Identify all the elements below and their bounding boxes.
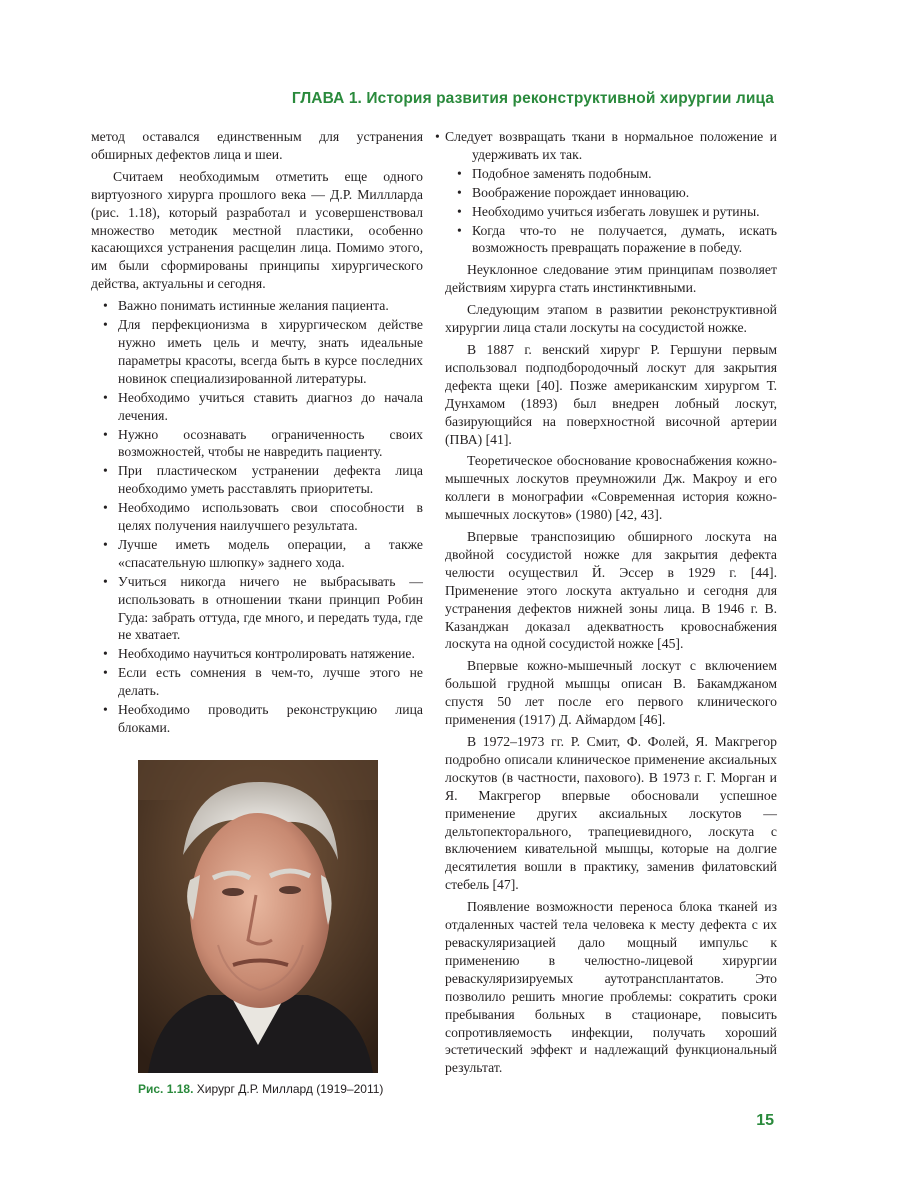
right-paragraph: Теоретическое обоснование кровоснабжения кожно-мышечных лоскутов преумножили Дж. Макроу и его коллеги в монографии «Современная история кожно-мышечных лоскутов» (1980) [42, 43]. [445,453,777,523]
bullet-icon: • [103,389,108,405]
bullet-icon: • [103,665,108,681]
list-item-text: Когда что-то не получается, думать, искать возможность превращать поражение в победу. [472,222,777,256]
list-item-text: Учиться никогда ничего не выбрасывать — использовать в отношении ткани принцип Робин Гуда: забрать оттуда, где много, и передать туда, где не хватает. [118,573,423,643]
bullet-icon: • [457,184,462,200]
bullet-icon: • [457,165,462,181]
bullet-icon: • [103,573,108,589]
list-item [91,462,423,498]
list-item [445,222,777,258]
list-item [91,297,423,315]
right-paragraph: Появление возможности переноса блока тканей из отдаленных частей тела человека к месту дефекта с их реваскуляризацией дало мощный импульс к применению в челюстно-лицевой хирургии реваскуляризируемых аутотрансплантатов. Это позволило решить многие проблемы: сократить сроки пребывания больных в стационаре, повысить сопротивляемость инфекции, получать хороший эстетический эффект и надлежащий функциональный результат. [445,899,777,1076]
bullet-icon: • [103,317,108,333]
page-number: 15 [756,1112,774,1129]
list-item [91,664,423,700]
list-item [91,701,423,737]
left-paragraph-2: Считаем необходимым отметить еще одного виртуозного хирурга прошлого века — Д.Р. Миллларда (рис. 1.18), который разработал и усовершенствовал множество методик местной пластики, особенно касающихся устранения расщелин лица. Помимо этого, им были сформированы принципы хирургического действа, актуальны и сегодня. [91,168,423,292]
list-item-text: Важно понимать истинные желания пациента. [118,298,389,314]
figure-label: Рис. 1.18. [138,1082,194,1096]
right-paragraph: Неуклонное следование этим принципам позволяет действиям хирурга стать инстинктивными. [445,262,777,296]
list-item [435,128,777,164]
bullet-icon: • [103,426,108,442]
portrait-photo [138,760,378,1073]
right-paragraph: Следующим этапом в развитии реконструктивной хирургии лица стали лоскуты на сосудистой ножке. [445,302,777,336]
right-paragraph: Впервые кожно-мышечный лоскут с включением большой грудной мышцы описан В. Бакамджаном спустя 50 лет после его первого клинического применения (1917) Д. Аймардом [46]. [445,658,777,728]
bullet-icon: • [435,129,440,144]
chapter-title: ГЛАВА 1. История развития реконструктивной хирургии лица [291,90,774,107]
figure-caption [138,1082,438,1096]
list-item [445,165,777,183]
left-paragraph-1: метод оставался единственным для устранения обширных дефектов лица и шеи. [91,129,423,162]
right-paragraph: В 1972–1973 гг. Р. Смит, Ф. Фолей, Я. Макгрегор подробно описали клиническое применение аксиальных лоскутов (в частности, пахового). В 1973 г. Г. Морган и Я. Макгрегор впервые обосновали успешное применение других аксиальных лоскутов — дельтопекторального, трапециевидного, лоскута с включением кивательной мышцы, которые на долгие десятилетия вошли в практику, заменив филатовский стебель [47]. [445,734,777,893]
bullet-icon: • [103,298,108,314]
list-item-text: При пластическом устранении дефекта лица необходимо уметь расставлять приоритеты. [118,463,423,497]
figure-caption-text: Хирург Д.Р. Миллард (1919–2011) [196,1082,384,1096]
list-item-text: Подобное заменять подобным. [472,165,652,181]
list-item [91,499,423,535]
bullet-icon: • [457,222,462,238]
left-column [91,128,423,741]
list-item-text: Необходимо научиться контролировать натяжение. [118,646,415,662]
principles-list-continued [435,128,777,257]
list-item [91,426,423,462]
list-item-text: Следует возвращать ткани в нормальное положение и удерживать их так. [445,129,777,162]
bullet-icon: • [103,646,108,662]
right-paragraph: В 1887 г. венский хирург Р. Гершуни первым использовал подподбородочный лоскут для закрытия дефекта щеки [40]. Позже американским хирургом Т. Дунхамом (1893) был внедрен лобный лоскут, базирующийся на поверхностной височной артерии (ПВА) [41]. [445,341,777,447]
list-item [91,645,423,663]
list-item-text: Нужно осознавать ограниченность своих возможностей, чтобы не навредить пациенту. [118,426,423,460]
list-item-text: Если есть сомнения в чем-то, лучше этого не делать. [118,665,423,699]
list-item-text: Необходимо учиться ставить диагноз до начала лечения. [118,389,423,423]
list-item-text: Лучше иметь модель операции, а также «спасательную шлюпку» заднего хода. [118,536,423,570]
list-item-text: Воображение порождает инновацию. [472,184,690,200]
list-item [91,316,423,388]
bullet-icon: • [457,203,462,219]
bullet-icon: • [103,536,108,552]
list-item-text: Необходимо использовать свои способности в целях получения наилучшего результата. [118,500,423,534]
bullet-icon: • [103,463,108,479]
right-column [435,128,777,1081]
list-item-text: Для перфекционизма в хирургическом действе нужно иметь цель и мечту, знать идеальные параметры красоты, всегда быть в курсе последних новинок специализированной литературы. [118,317,423,386]
list-item [445,203,777,221]
right-paragraph: Впервые транспозицию обширного лоскута на двойной сосудистой ножке для закрытия дефекта челюсти осуществил Й. Эссер в 1929 г. [44]. Применение этого лоскута актуально и сегодня для устранения дефектов нижней зоны лица. В 1946 г. В. Казанджан доказал адекватность кровоснабжения лоскута на одной сосудистой ножке [45]. [445,529,777,652]
list-item [445,184,777,202]
portrait-image [138,760,378,1073]
list-item-text: Необходимо проводить реконструкцию лица блоками. [118,702,423,735]
bullet-icon: • [103,702,108,718]
principles-list [91,297,423,737]
list-item [91,389,423,425]
list-item [91,536,423,572]
list-item-text: Необходимо учиться избегать ловушек и рутины. [472,203,760,219]
list-item [91,573,423,645]
bullet-icon: • [103,500,108,516]
